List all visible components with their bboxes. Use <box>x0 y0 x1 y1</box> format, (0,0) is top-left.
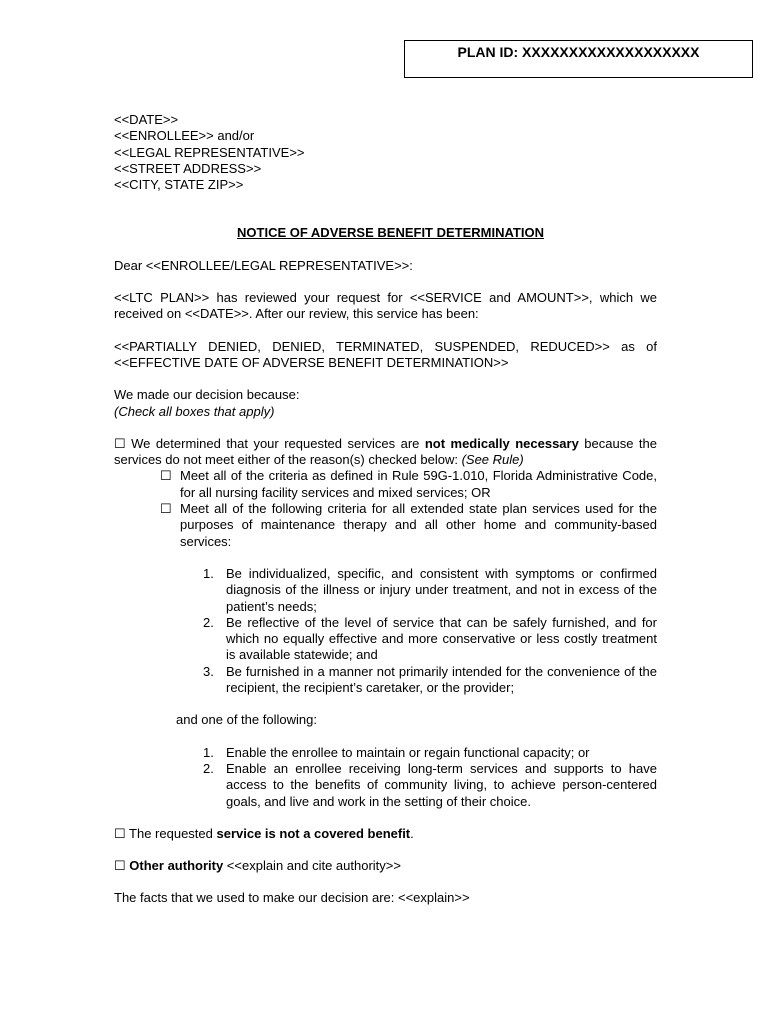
review-paragraph: <<LTC PLAN>> has reviewed your request for <<SERVICE and AMOUNT>>, which we received on <<DATE>>. After our review, this service has been: <box>114 290 657 322</box>
plan-id-box <box>404 40 753 78</box>
decision-intro: We made our decision because: <box>114 387 300 403</box>
list-item: 1. Be individualized, specific, and consistent with symptoms or confirmed diagnosis of the illness or injury under treatment, and not in excess of the patient’s needs; <box>203 565 657 614</box>
criteria-text: Meet all of the following criteria for all extended state plan services used for the purposes of maintenance therapy and all other home and community-based services: <box>180 501 657 549</box>
list-item: 2. Be reflective of the level of service that can be safely furnished, and for which no equally effective and more conservative or less costly treatment is available statewide; and <box>203 614 657 663</box>
reason-other-authority: ☐ Other authority <<explain and cite authority>> <box>114 858 401 874</box>
notice-title: NOTICE OF ADVERSE BENEFIT DETERMINATION <box>237 225 544 241</box>
list-item: 2. Enable an enrollee receiving long-term services and supports to have access to the benefits of community living, to achieve person-centered goals, and live and work in the setting of their choice. <box>203 760 657 809</box>
checkbox[interactable]: ☐ <box>114 825 126 841</box>
list-item: 3. Be furnished in a manner not primarily intended for the convenience of the recipient, the recipient’s caretaker, or the provider; <box>203 663 657 696</box>
list-item: 1. Enable the enrollee to maintain or regain functional capacity; or <box>203 744 590 760</box>
address-line: <<ENROLLEE>> and/or <box>114 128 255 144</box>
criteria-list <box>203 566 657 696</box>
checkbox[interactable]: ☐ <box>160 501 172 517</box>
reason-not-covered: ☐ The requested service is not a covered benefit. <box>114 825 414 841</box>
checkbox[interactable]: ☐ <box>114 858 126 874</box>
plan-id-label: PLAN ID: XXXXXXXXXXXXXXXXXXX <box>457 44 700 60</box>
checkbox[interactable]: ☐ <box>114 435 126 451</box>
criteria-item <box>160 501 657 550</box>
criteria-text: Meet all of the criteria as defined in Rule 59G-1.010, Florida Administrative Code, for all nursing facility services and mixed services; OR <box>180 468 657 500</box>
address-line: <<LEGAL REPRESENTATIVE>> <box>114 144 305 160</box>
check-instruction: (Check all boxes that apply) <box>114 403 275 419</box>
functional-list <box>203 745 657 810</box>
checkbox[interactable]: ☐ <box>160 468 172 484</box>
letter-body <box>114 112 657 907</box>
reason-not-medically-necessary: ☐ We determined that your requested services are not medically necessary because the services do not meet either of the reason(s) checked below: (See Rule) <box>114 435 657 468</box>
address-block <box>114 112 657 193</box>
address-line: <<STREET ADDRESS>> <box>114 160 262 176</box>
and-one-of-following: and one of the following: <box>176 712 317 728</box>
facts-statement: The facts that we used to make our decision are: <<explain>> <box>114 890 470 906</box>
address-line: <<DATE>> <box>114 112 179 127</box>
address-line: <<CITY, STATE ZIP>> <box>114 177 244 193</box>
criteria-item <box>160 468 657 501</box>
salutation: Dear <<ENROLLEE/LEGAL REPRESENTATIVE>>: <box>114 257 413 273</box>
status-paragraph: <<PARTIALLY DENIED, DENIED, TERMINATED, SUSPENDED, REDUCED>> as of <<EFFECTIVE DATE OF ADVERSE BENEFIT DETERMINATION>> <box>114 338 657 370</box>
